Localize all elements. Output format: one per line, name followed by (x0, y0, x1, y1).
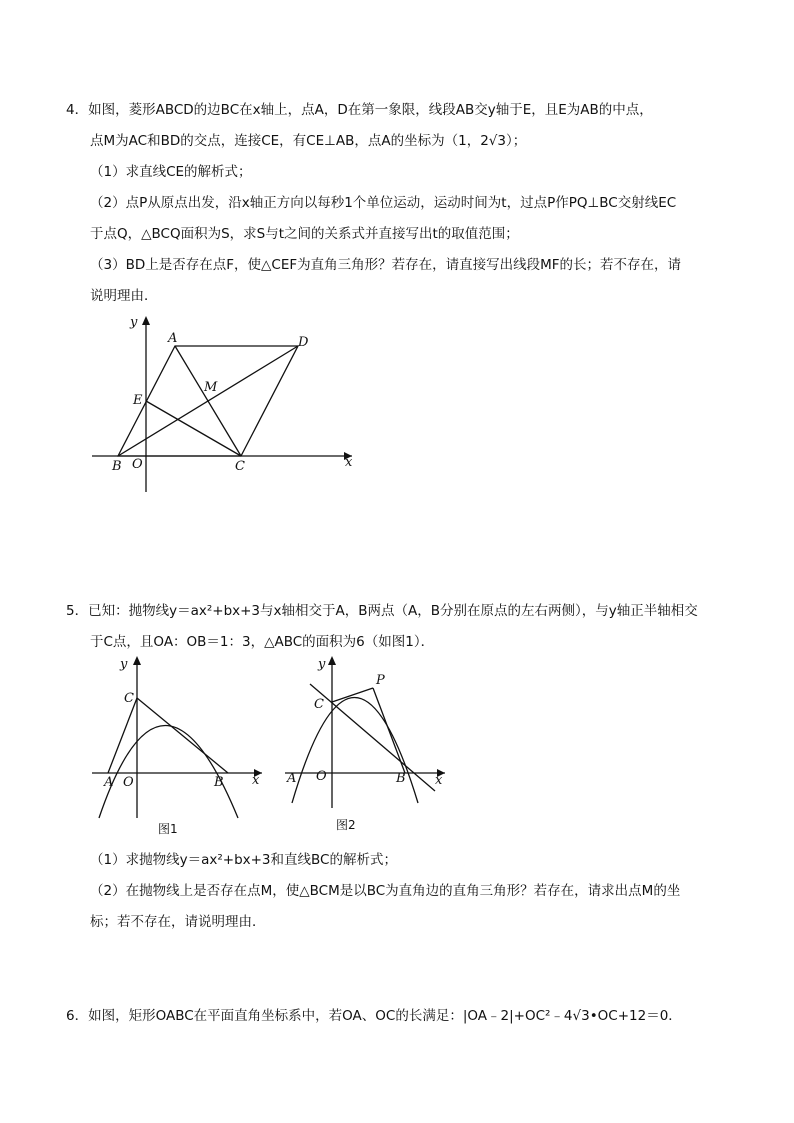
q5-figure-1 (0, 640, 300, 840)
fig2-line-bc (310, 684, 435, 791)
fig1-segment-bc (137, 698, 228, 773)
q4-rhombus-figure (0, 0, 794, 520)
q5-line-3: （1）求抛物线y＝ax²+bx+3和直线BC的解析式； (90, 852, 397, 868)
q5-line-2: 于C点，且OA：OB＝1：3，△ABC的面积为6（如图1）． (90, 634, 435, 650)
fig1-label-o: O (123, 775, 134, 790)
q4-line-3: （1）求直线CE的解析式； (90, 164, 252, 180)
q4-line-1: 4．如图，菱形ABCD的边BC在x轴上，点A，D在第一象限，线段AB交y轴于E，且E为AB的中点， (66, 102, 653, 118)
q5-line-1: 5．已知：抛物线y＝ax²+bx+3与x轴相交于A，B两点（A，B分别在原点的左右两侧），与y轴正半轴相交 (66, 603, 698, 619)
q4-line-6: （3）BD上是否存在点F，使△CEF为直角三角形？若存在，请直接写出线段MF的长；若不存在，请 (90, 257, 682, 273)
fig1-label-y: y (120, 657, 128, 672)
label-m: M (204, 380, 218, 395)
label-x: x (345, 455, 353, 470)
label-d: D (298, 335, 309, 350)
q4-line-5: 于点Q，△BCQ面积为S，求S与t之间的关系式并直接写出t的取值范围； (90, 226, 519, 242)
label-a: A (168, 331, 178, 346)
fig1-label-a: A (104, 775, 114, 790)
q4-line-4: （2）点P从原点出发，沿x轴正方向以每秒1个单位运动，运动时间为t，过点P作PQ⊥BC交射线EC (90, 195, 677, 211)
q5-line-5: 标；若不存在，请说明理由． (90, 914, 266, 930)
fig2-label-o: O (316, 769, 327, 784)
fig2-segment-cp (332, 688, 373, 702)
fig2-label-p: P (376, 673, 385, 688)
label-b: B (112, 459, 122, 474)
q4-line-7: 说明理由． (90, 288, 158, 304)
y-axis-arrow (142, 316, 150, 325)
q4-line-2: 点M为AC和BD的交点，连接CE，有CE⊥AB，点A的坐标为（1，2√3）； (90, 133, 527, 149)
label-o: O (132, 457, 143, 472)
q6-line-1: 6．如图，矩形OABC在平面直角坐标系中，若OA、OC的长满足：|OA﹣2|+OC²﹣4√3•OC+12＝0． (66, 1008, 682, 1024)
diagonal-bd (118, 346, 298, 456)
fig2-label-c: C (314, 697, 324, 712)
fig2-caption: 图2 (336, 818, 356, 832)
label-y: y (130, 315, 138, 330)
label-e: E (133, 393, 143, 408)
fig2-label-a: A (287, 771, 297, 786)
fig1-label-c: C (124, 691, 134, 706)
fig2-segment-pb (373, 688, 405, 773)
q5-line-4: （2）在抛物线上是否存在点M，使△BCM是以BC为直角边的直角三角形？若存在，请求出点M的坐 (90, 883, 681, 899)
fig1-parabola (99, 726, 238, 819)
fig2-label-x: x (435, 773, 443, 788)
fig1-label-x: x (252, 773, 260, 788)
fig1-label-b: B (214, 775, 224, 790)
fig2-label-b: B (396, 771, 406, 786)
q5-figure-2 (270, 640, 470, 840)
fig2-parabola (292, 698, 418, 804)
label-c: C (235, 459, 245, 474)
fig2-label-y: y (318, 657, 326, 672)
fig1-caption: 图1 (158, 822, 178, 836)
